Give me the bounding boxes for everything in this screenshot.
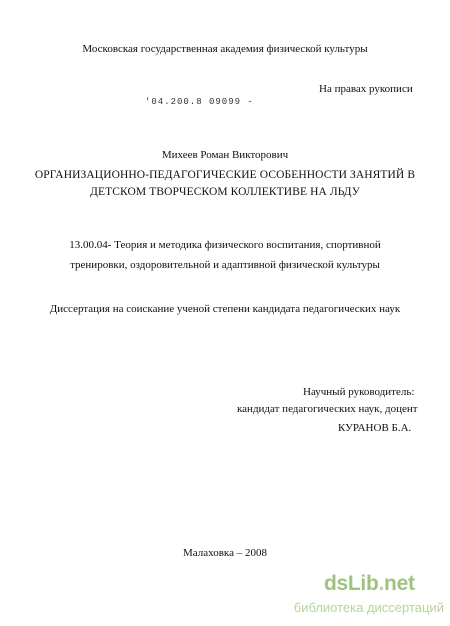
specialty-line-2: тренировки, оздоровительной и адаптивной физической культуры — [70, 259, 380, 271]
archive-stamp: '04.200.8 09099 - — [145, 97, 254, 107]
watermark-logo-main: dsLib — [324, 572, 379, 595]
watermark-logo — [324, 572, 444, 596]
watermark-logo-tld: net — [384, 572, 415, 595]
institution-name: Московская государственная академия физической культуры — [82, 43, 368, 55]
watermark-logo-dot: . — [378, 572, 385, 595]
rights-notice: На правах рукописи — [319, 83, 413, 95]
author-name: Михеев Роман Викторович — [161, 149, 289, 161]
thesis-title-line-2: ДЕТСКОМ ТВОРЧЕСКОМ КОЛЛЕКТИВЕ НА ЛЬДУ — [90, 186, 360, 198]
supervisor-title: кандидат педагогических наук, доцент — [237, 403, 418, 415]
watermark-subtitle: библиотека диссертаций — [293, 600, 444, 615]
thesis-title-line-1: ОРГАНИЗАЦИОННО-ПЕДАГОГИЧЕСКИЕ ОСОБЕННОСТИ ЗАНЯТИЙ В — [34, 169, 416, 181]
supervisor-label: Научный руководитель: — [303, 386, 415, 398]
supervisor-name: КУРАНОВ Б.А. — [338, 422, 412, 434]
degree-statement: Диссертация на соискание ученой степени кандидата педагогических наук — [49, 303, 401, 315]
place-and-year: Малаховка – 2008 — [183, 547, 267, 559]
specialty-line-1: 13.00.04- Теория и методика физического воспитания, спортивной — [69, 239, 381, 251]
